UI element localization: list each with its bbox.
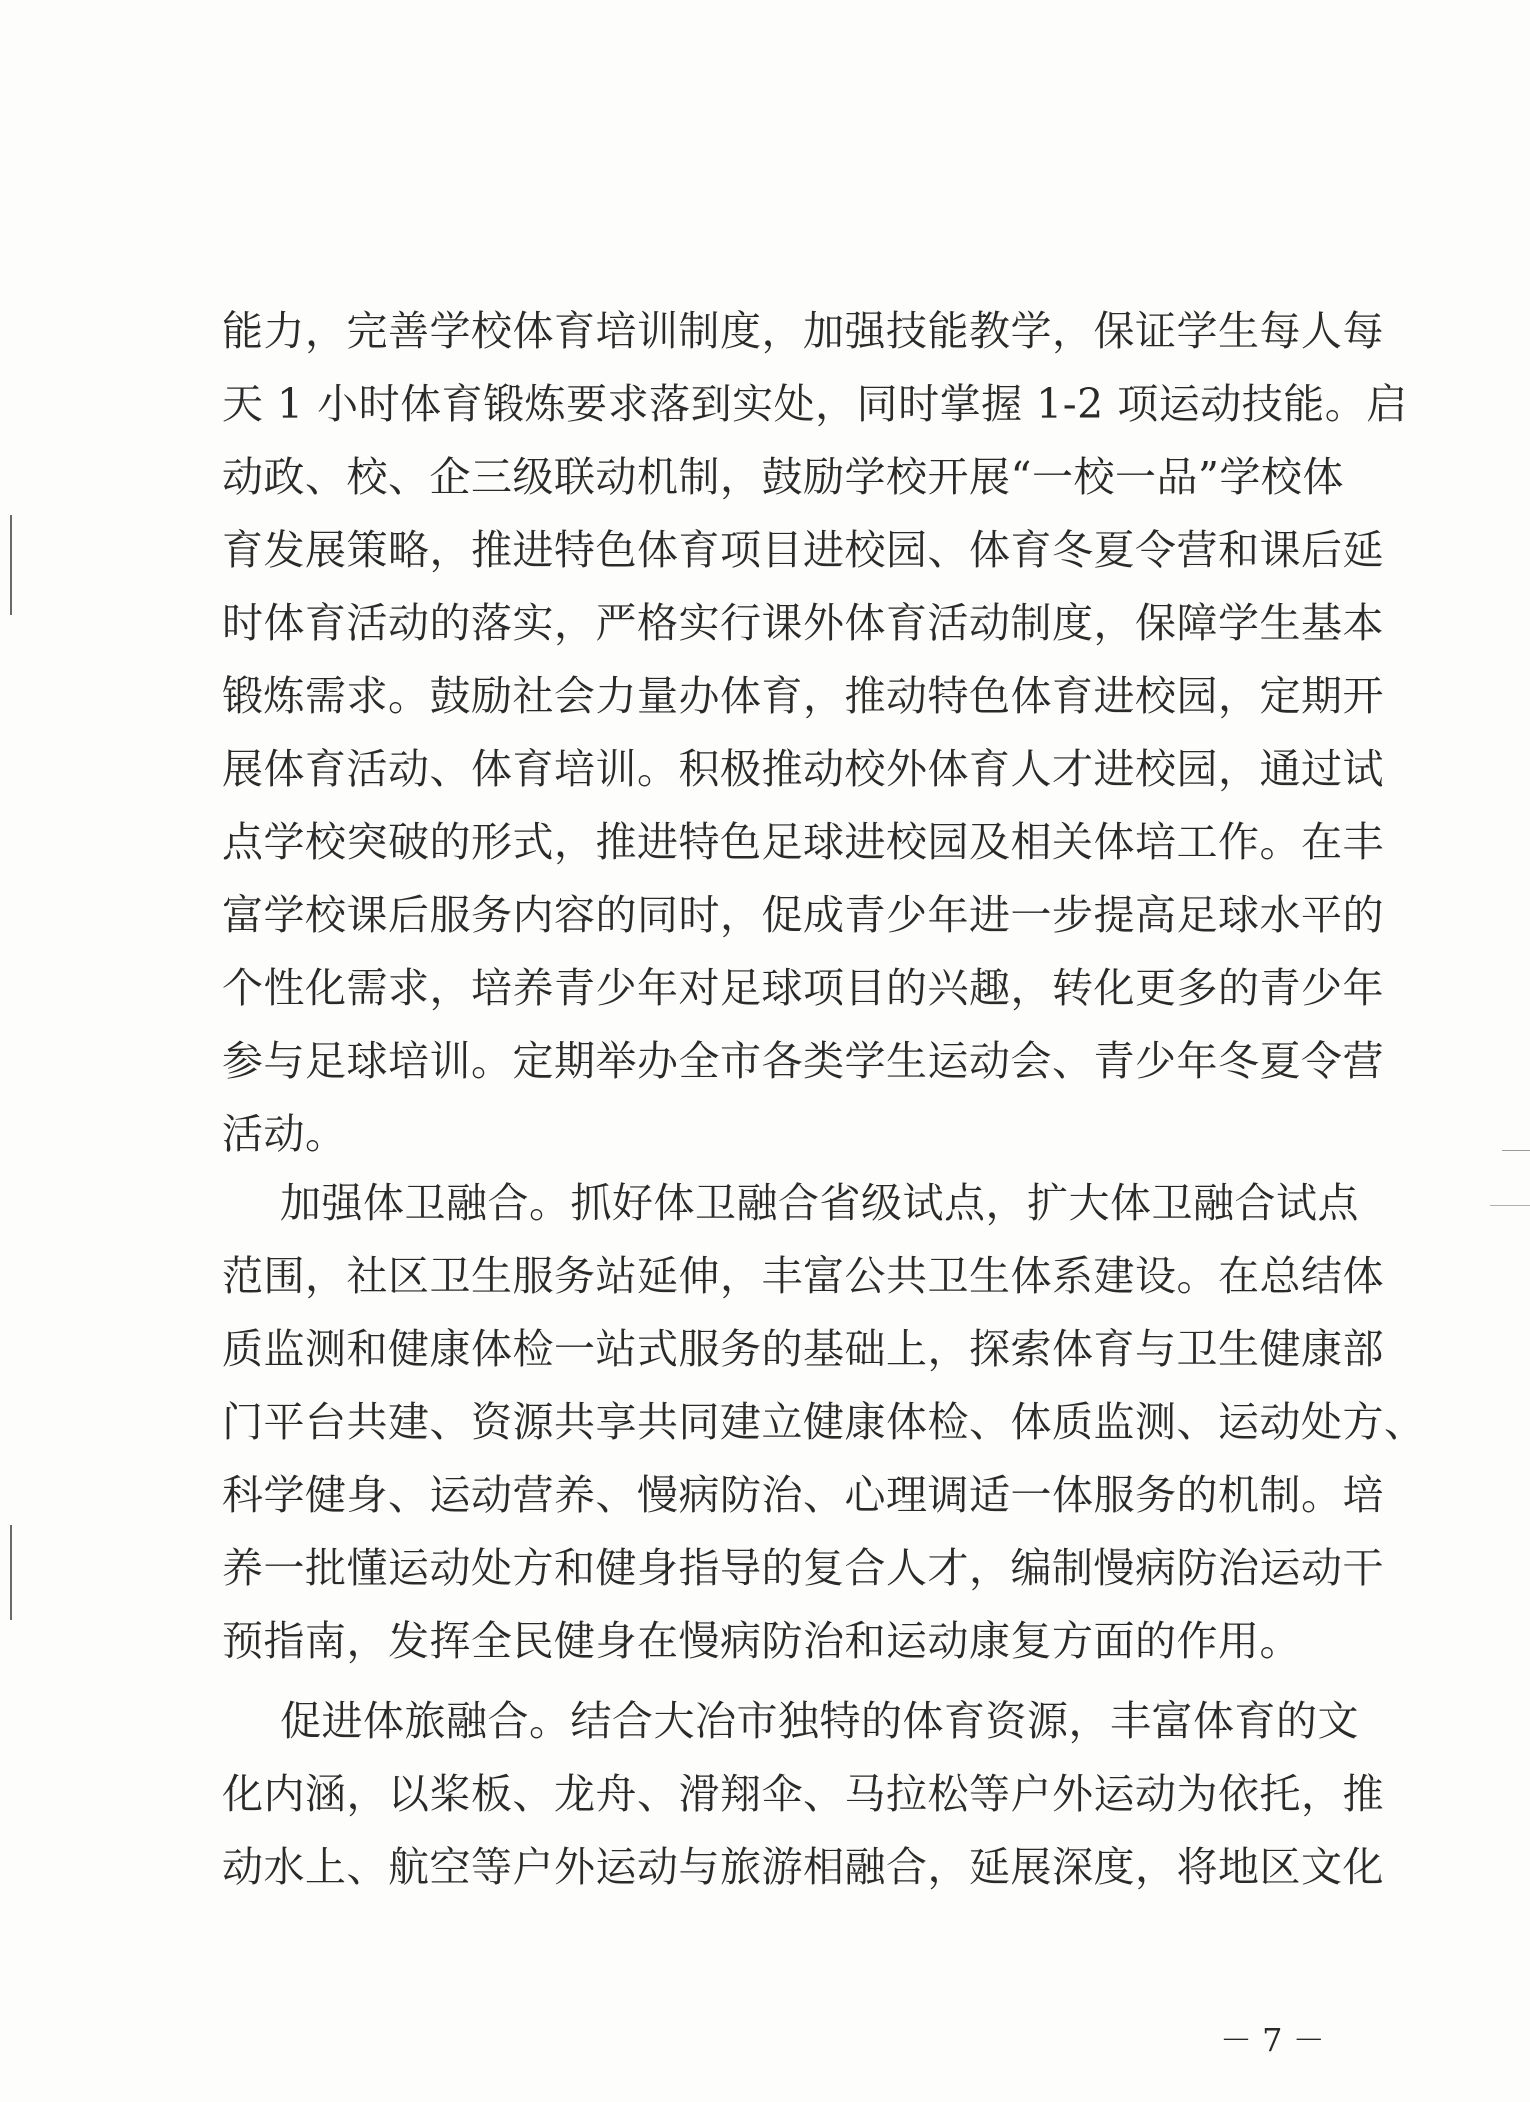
text-line: 参与足球培训。定期举办全市各类学生运动会、青少年冬夏令营 bbox=[222, 1037, 1384, 1085]
text-line: 科学健身、运动营养、慢病防治、心理调适一体服务的机制。培 bbox=[222, 1471, 1384, 1519]
scan-artifact-line bbox=[1502, 1150, 1530, 1151]
scan-artifact-line bbox=[10, 1525, 12, 1620]
text-line: 促进体旅融合。结合大冶市独特的体育资源，丰富体育的文 bbox=[280, 1697, 1359, 1745]
text-line: 能力，完善学校体育培训制度，加强技能教学，保证学生每人每 bbox=[222, 307, 1384, 355]
text-line: 时体育活动的落实，严格实行课外体育活动制度，保障学生基本 bbox=[222, 599, 1384, 647]
text-line: 点学校突破的形式，推进特色足球进校园及相关体培工作。在丰 bbox=[222, 818, 1384, 866]
text-line: 化内涵，以桨板、龙舟、滑翔伞、马拉松等户外运动为依托，推 bbox=[222, 1770, 1384, 1818]
text-line: 展体育活动、体育培训。积极推动校外体育人才进校园，通过试 bbox=[222, 745, 1384, 793]
text-line: 育发展策略，推进特色体育项目进校园、体育冬夏令营和课后延 bbox=[222, 526, 1384, 574]
text-line: 范围，社区卫生服务站延伸，丰富公共卫生体系建设。在总结体 bbox=[222, 1252, 1384, 1300]
text-line: 个性化需求，培养青少年对足球项目的兴趣，转化更多的青少年 bbox=[222, 964, 1384, 1012]
text-line: 质监测和健康体检一站式服务的基础上，探索体育与卫生健康部 bbox=[222, 1325, 1384, 1373]
text-line: 门平台共建、资源共享共同建立健康体检、体质监测、运动处方、 bbox=[222, 1398, 1426, 1446]
text-line: 活动。 bbox=[222, 1110, 347, 1158]
page-number: － 7 － bbox=[1220, 2021, 1325, 2059]
text-line: 预指南，发挥全民健身在慢病防治和运动康复方面的作用。 bbox=[222, 1617, 1301, 1665]
text-line: 加强体卫融合。抓好体卫融合省级试点，扩大体卫融合试点 bbox=[280, 1179, 1359, 1227]
text-line: 动政、校、企三级联动机制，鼓励学校开展“一校一品”学校体 bbox=[222, 453, 1344, 501]
text-line: 富学校课后服务内容的同时，促成青少年进一步提高足球水平的 bbox=[222, 891, 1384, 939]
text-line: 锻炼需求。鼓励社会力量办体育，推动特色体育进校园，定期开 bbox=[222, 672, 1384, 720]
text-line: 天 1 小时体育锻炼要求落到实处，同时掌握 1-2 项运动技能。启 bbox=[222, 380, 1408, 428]
text-line: 养一批懂运动处方和健身指导的复合人才，编制慢病防治运动干 bbox=[222, 1544, 1384, 1592]
scan-artifact-line bbox=[1490, 1205, 1530, 1206]
text-line: 动水上、航空等户外运动与旅游相融合，延展深度，将地区文化 bbox=[222, 1843, 1384, 1891]
scan-artifact-line bbox=[10, 515, 12, 615]
